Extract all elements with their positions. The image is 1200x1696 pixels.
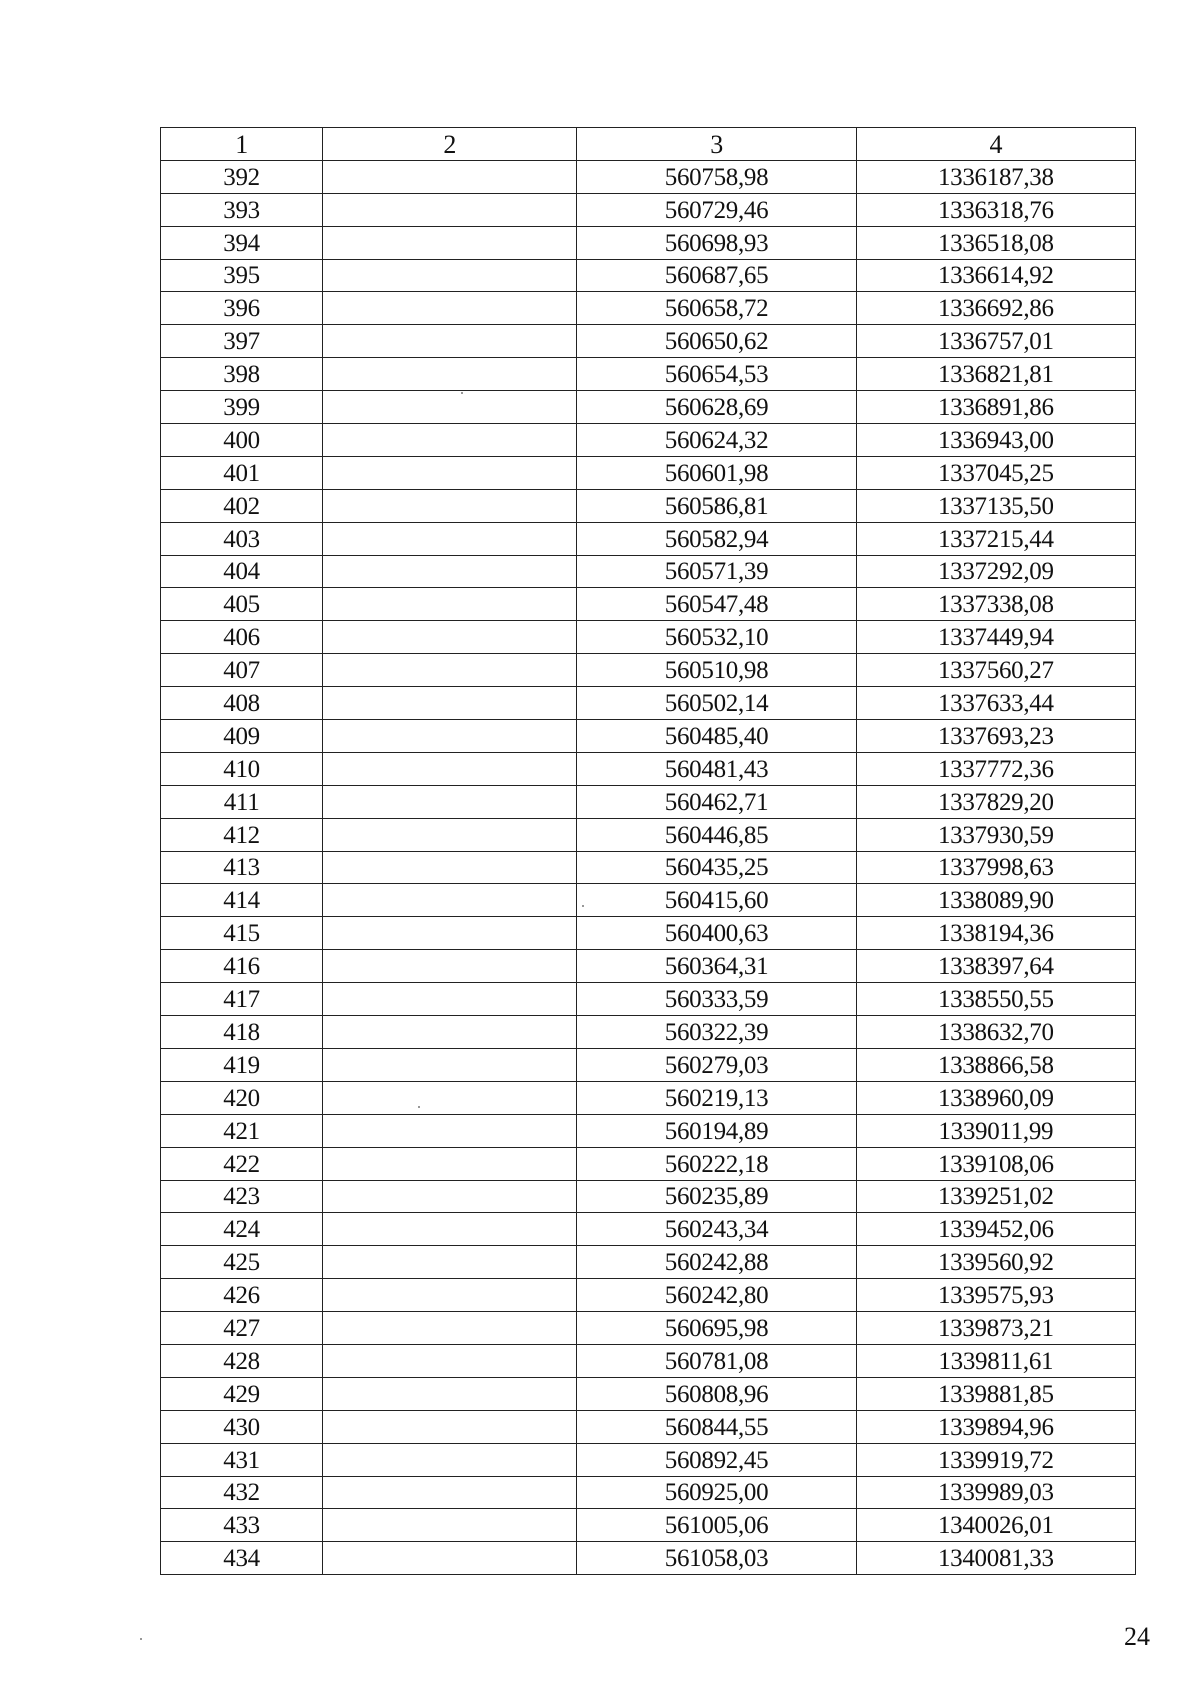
point-number-cell: 411 — [161, 785, 323, 818]
y-coordinate-cell: 1336318,76 — [856, 193, 1135, 226]
description-cell — [323, 1344, 577, 1377]
y-coordinate-cell: 1339108,06 — [856, 1147, 1135, 1180]
point-number-cell: 425 — [161, 1246, 323, 1279]
description-cell — [323, 1279, 577, 1312]
description-cell — [323, 555, 577, 588]
x-coordinate-cell: 560892,45 — [577, 1443, 856, 1476]
column-header-3: 3 — [577, 128, 856, 161]
y-coordinate-cell: 1337449,94 — [856, 621, 1135, 654]
y-coordinate-cell: 1338089,90 — [856, 884, 1135, 917]
table-row — [161, 160, 1136, 193]
description-cell — [323, 687, 577, 720]
x-coordinate-cell: 560582,94 — [577, 522, 856, 555]
point-number-cell: 403 — [161, 522, 323, 555]
y-coordinate-cell: 1337998,63 — [856, 851, 1135, 884]
y-coordinate-cell: 1337045,25 — [856, 456, 1135, 489]
table-row — [161, 1509, 1136, 1542]
table-row — [161, 456, 1136, 489]
x-coordinate-cell: 560222,18 — [577, 1147, 856, 1180]
table-row — [161, 1410, 1136, 1443]
table-row — [161, 884, 1136, 917]
point-number-cell: 423 — [161, 1180, 323, 1213]
x-coordinate-cell: 560446,85 — [577, 818, 856, 851]
point-number-cell: 418 — [161, 1016, 323, 1049]
x-coordinate-cell: 560462,71 — [577, 785, 856, 818]
point-number-cell: 433 — [161, 1509, 323, 1542]
point-number-cell: 426 — [161, 1279, 323, 1312]
table-row — [161, 983, 1136, 1016]
table-row — [161, 1180, 1136, 1213]
y-coordinate-cell: 1337693,23 — [856, 720, 1135, 753]
y-coordinate-cell: 1340026,01 — [856, 1509, 1135, 1542]
description-cell — [323, 851, 577, 884]
description-cell — [323, 1016, 577, 1049]
y-coordinate-cell: 1339873,21 — [856, 1312, 1135, 1345]
y-coordinate-cell: 1338194,36 — [856, 917, 1135, 950]
x-coordinate-cell: 560654,53 — [577, 358, 856, 391]
table-row — [161, 654, 1136, 687]
description-cell — [323, 1048, 577, 1081]
y-coordinate-cell: 1339560,92 — [856, 1246, 1135, 1279]
y-coordinate-cell: 1339011,99 — [856, 1114, 1135, 1147]
x-coordinate-cell: 560658,72 — [577, 292, 856, 325]
description-cell — [323, 391, 577, 424]
table-row — [161, 424, 1136, 457]
y-coordinate-cell: 1339894,96 — [856, 1410, 1135, 1443]
point-number-cell: 399 — [161, 391, 323, 424]
x-coordinate-cell: 560808,96 — [577, 1377, 856, 1410]
table-row — [161, 818, 1136, 851]
x-coordinate-cell: 560333,59 — [577, 983, 856, 1016]
y-coordinate-cell: 1337829,20 — [856, 785, 1135, 818]
y-coordinate-cell: 1336692,86 — [856, 292, 1135, 325]
x-coordinate-cell: 560415,60 — [577, 884, 856, 917]
scan-speck — [140, 1638, 142, 1640]
description-cell — [323, 785, 577, 818]
column-header-2: 2 — [323, 128, 577, 161]
x-coordinate-cell: 560844,55 — [577, 1410, 856, 1443]
point-number-cell: 427 — [161, 1312, 323, 1345]
point-number-cell: 428 — [161, 1344, 323, 1377]
table-row — [161, 687, 1136, 720]
description-cell — [323, 292, 577, 325]
table-row — [161, 1344, 1136, 1377]
point-number-cell: 430 — [161, 1410, 323, 1443]
x-coordinate-cell: 560601,98 — [577, 456, 856, 489]
description-cell — [323, 1213, 577, 1246]
x-coordinate-cell: 560243,34 — [577, 1213, 856, 1246]
x-coordinate-cell: 560485,40 — [577, 720, 856, 753]
table-row — [161, 851, 1136, 884]
y-coordinate-cell: 1338397,64 — [856, 950, 1135, 983]
scan-speck — [461, 392, 463, 394]
point-number-cell: 404 — [161, 555, 323, 588]
y-coordinate-cell: 1336187,38 — [856, 160, 1135, 193]
point-number-cell: 395 — [161, 259, 323, 292]
y-coordinate-cell: 1337633,44 — [856, 687, 1135, 720]
y-coordinate-cell: 1338866,58 — [856, 1048, 1135, 1081]
x-coordinate-cell: 560695,98 — [577, 1312, 856, 1345]
description-cell — [323, 259, 577, 292]
x-coordinate-cell: 560586,81 — [577, 489, 856, 522]
point-number-cell: 396 — [161, 292, 323, 325]
x-coordinate-cell: 560532,10 — [577, 621, 856, 654]
table-row — [161, 917, 1136, 950]
table-body — [161, 160, 1136, 1574]
table-row — [161, 720, 1136, 753]
description-cell — [323, 588, 577, 621]
x-coordinate-cell: 560650,62 — [577, 325, 856, 358]
point-number-cell: 398 — [161, 358, 323, 391]
point-number-cell: 413 — [161, 851, 323, 884]
table-row — [161, 226, 1136, 259]
point-number-cell: 408 — [161, 687, 323, 720]
x-coordinate-cell: 560687,65 — [577, 259, 856, 292]
table-row — [161, 1147, 1136, 1180]
point-number-cell: 417 — [161, 983, 323, 1016]
x-coordinate-cell: 560242,88 — [577, 1246, 856, 1279]
description-cell — [323, 456, 577, 489]
table-row — [161, 950, 1136, 983]
x-coordinate-cell: 560322,39 — [577, 1016, 856, 1049]
y-coordinate-cell: 1338632,70 — [856, 1016, 1135, 1049]
y-coordinate-cell: 1339989,03 — [856, 1476, 1135, 1509]
scan-speck — [582, 905, 584, 907]
table-row — [161, 325, 1136, 358]
table-row — [161, 1016, 1136, 1049]
page-number: 24 — [1124, 1622, 1150, 1651]
y-coordinate-cell: 1339919,72 — [856, 1443, 1135, 1476]
point-number-cell: 424 — [161, 1213, 323, 1246]
x-coordinate-cell: 560235,89 — [577, 1180, 856, 1213]
point-number-cell: 409 — [161, 720, 323, 753]
description-cell — [323, 884, 577, 917]
description-cell — [323, 1410, 577, 1443]
y-coordinate-cell: 1337930,59 — [856, 818, 1135, 851]
x-coordinate-cell: 560242,80 — [577, 1279, 856, 1312]
table-row — [161, 259, 1136, 292]
x-coordinate-cell: 560364,31 — [577, 950, 856, 983]
column-header-1: 1 — [161, 128, 323, 161]
point-number-cell: 415 — [161, 917, 323, 950]
description-cell — [323, 1081, 577, 1114]
table-row — [161, 1048, 1136, 1081]
description-cell — [323, 917, 577, 950]
y-coordinate-cell: 1337338,08 — [856, 588, 1135, 621]
x-coordinate-cell: 560194,89 — [577, 1114, 856, 1147]
y-coordinate-cell: 1339811,61 — [856, 1344, 1135, 1377]
scan-speck — [418, 1106, 420, 1108]
description-cell — [323, 621, 577, 654]
x-coordinate-cell: 560502,14 — [577, 687, 856, 720]
table-row — [161, 752, 1136, 785]
table-row — [161, 522, 1136, 555]
point-number-cell: 412 — [161, 818, 323, 851]
x-coordinate-cell: 560698,93 — [577, 226, 856, 259]
x-coordinate-cell: 560481,43 — [577, 752, 856, 785]
table-row — [161, 1081, 1136, 1114]
point-number-cell: 434 — [161, 1542, 323, 1575]
x-coordinate-cell: 561005,06 — [577, 1509, 856, 1542]
description-cell — [323, 1476, 577, 1509]
x-coordinate-cell: 560925,00 — [577, 1476, 856, 1509]
y-coordinate-cell: 1336891,86 — [856, 391, 1135, 424]
description-cell — [323, 193, 577, 226]
x-coordinate-cell: 560547,48 — [577, 588, 856, 621]
description-cell — [323, 1542, 577, 1575]
point-number-cell: 405 — [161, 588, 323, 621]
x-coordinate-cell: 560279,03 — [577, 1048, 856, 1081]
x-coordinate-cell: 560624,32 — [577, 424, 856, 457]
table-row — [161, 1443, 1136, 1476]
point-number-cell: 419 — [161, 1048, 323, 1081]
description-cell — [323, 1180, 577, 1213]
description-cell — [323, 325, 577, 358]
x-coordinate-cell: 560219,13 — [577, 1081, 856, 1114]
y-coordinate-cell: 1337135,50 — [856, 489, 1135, 522]
point-number-cell: 400 — [161, 424, 323, 457]
table-row — [161, 1213, 1136, 1246]
coordinates-table — [160, 127, 1136, 1575]
point-number-cell: 394 — [161, 226, 323, 259]
y-coordinate-cell: 1339251,02 — [856, 1180, 1135, 1213]
table-row — [161, 621, 1136, 654]
table-row — [161, 292, 1136, 325]
y-coordinate-cell: 1336614,92 — [856, 259, 1135, 292]
description-cell — [323, 226, 577, 259]
table-row — [161, 193, 1136, 226]
description-cell — [323, 818, 577, 851]
x-coordinate-cell: 560781,08 — [577, 1344, 856, 1377]
description-cell — [323, 1312, 577, 1345]
point-number-cell: 416 — [161, 950, 323, 983]
point-number-cell: 420 — [161, 1081, 323, 1114]
description-cell — [323, 752, 577, 785]
table-header — [161, 128, 1136, 161]
x-coordinate-cell: 560435,25 — [577, 851, 856, 884]
point-number-cell: 397 — [161, 325, 323, 358]
header-row — [161, 128, 1136, 161]
y-coordinate-cell: 1336518,08 — [856, 226, 1135, 259]
table-row — [161, 1114, 1136, 1147]
y-coordinate-cell: 1337292,09 — [856, 555, 1135, 588]
point-number-cell: 421 — [161, 1114, 323, 1147]
y-coordinate-cell: 1339575,93 — [856, 1279, 1135, 1312]
x-coordinate-cell: 560628,69 — [577, 391, 856, 424]
table-row — [161, 391, 1136, 424]
point-number-cell: 393 — [161, 193, 323, 226]
y-coordinate-cell: 1338550,55 — [856, 983, 1135, 1016]
description-cell — [323, 720, 577, 753]
x-coordinate-cell: 560510,98 — [577, 654, 856, 687]
description-cell — [323, 358, 577, 391]
table-row — [161, 1542, 1136, 1575]
description-cell — [323, 983, 577, 1016]
point-number-cell: 422 — [161, 1147, 323, 1180]
y-coordinate-cell: 1337772,36 — [856, 752, 1135, 785]
point-number-cell: 410 — [161, 752, 323, 785]
table-row — [161, 489, 1136, 522]
x-coordinate-cell: 560571,39 — [577, 555, 856, 588]
table-row — [161, 358, 1136, 391]
description-cell — [323, 654, 577, 687]
x-coordinate-cell: 560729,46 — [577, 193, 856, 226]
table-row — [161, 1377, 1136, 1410]
table-row — [161, 555, 1136, 588]
description-cell — [323, 424, 577, 457]
table-row — [161, 1279, 1136, 1312]
description-cell — [323, 489, 577, 522]
y-coordinate-cell: 1338960,09 — [856, 1081, 1135, 1114]
y-coordinate-cell: 1337560,27 — [856, 654, 1135, 687]
column-header-4: 4 — [856, 128, 1135, 161]
point-number-cell: 432 — [161, 1476, 323, 1509]
point-number-cell: 406 — [161, 621, 323, 654]
y-coordinate-cell: 1336943,00 — [856, 424, 1135, 457]
description-cell — [323, 160, 577, 193]
description-cell — [323, 1509, 577, 1542]
description-cell — [323, 1443, 577, 1476]
y-coordinate-cell: 1339452,06 — [856, 1213, 1135, 1246]
description-cell — [323, 1147, 577, 1180]
table-row — [161, 785, 1136, 818]
y-coordinate-cell: 1336821,81 — [856, 358, 1135, 391]
x-coordinate-cell: 561058,03 — [577, 1542, 856, 1575]
description-cell — [323, 1246, 577, 1279]
table-row — [161, 588, 1136, 621]
y-coordinate-cell: 1340081,33 — [856, 1542, 1135, 1575]
table-row — [161, 1246, 1136, 1279]
y-coordinate-cell: 1337215,44 — [856, 522, 1135, 555]
description-cell — [323, 950, 577, 983]
point-number-cell: 407 — [161, 654, 323, 687]
y-coordinate-cell: 1339881,85 — [856, 1377, 1135, 1410]
point-number-cell: 401 — [161, 456, 323, 489]
x-coordinate-cell: 560758,98 — [577, 160, 856, 193]
table-row — [161, 1312, 1136, 1345]
description-cell — [323, 1377, 577, 1410]
point-number-cell: 431 — [161, 1443, 323, 1476]
point-number-cell: 429 — [161, 1377, 323, 1410]
point-number-cell: 392 — [161, 160, 323, 193]
x-coordinate-cell: 560400,63 — [577, 917, 856, 950]
table-row — [161, 1476, 1136, 1509]
point-number-cell: 402 — [161, 489, 323, 522]
y-coordinate-cell: 1336757,01 — [856, 325, 1135, 358]
description-cell — [323, 1114, 577, 1147]
description-cell — [323, 522, 577, 555]
point-number-cell: 414 — [161, 884, 323, 917]
